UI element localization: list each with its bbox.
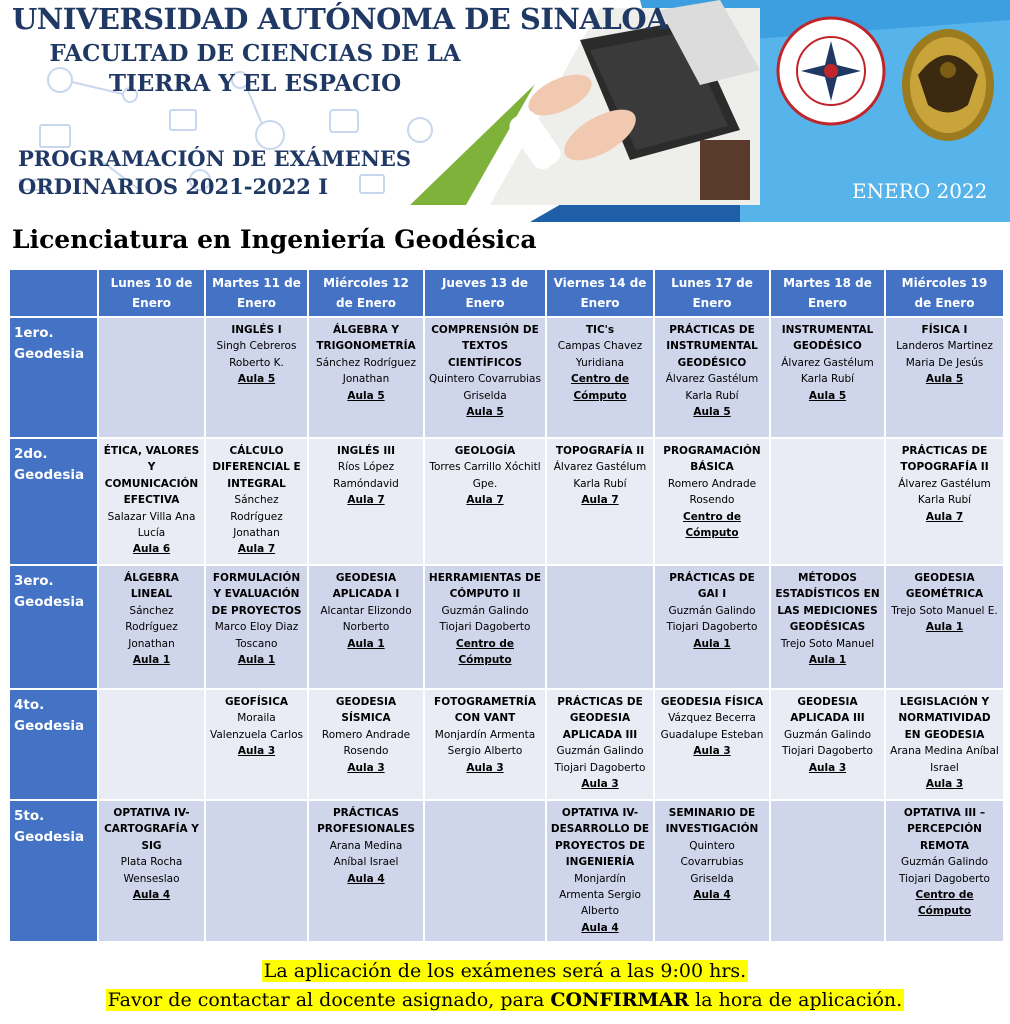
day-header-line2: Enero — [236, 296, 277, 310]
exam-cell — [885, 317, 1004, 438]
semester-number: 3ero. — [14, 573, 54, 589]
exam-subject: GEODESIA GEOMÉTRICA — [905, 572, 984, 601]
exam-subject: PROGRAMACIÓN BÁSICA — [663, 445, 761, 474]
day-header-line1: Miércoles 12 — [323, 276, 409, 290]
exam-subject: FOTOGRAMETRÍA CON VANT — [434, 696, 536, 725]
exam-cell — [546, 438, 654, 565]
exam-teacher: Arana Medina Aníbal Israel — [890, 745, 999, 774]
exam-room: Centro de Cómputo — [570, 373, 629, 402]
exam-room: Aula 1 — [132, 654, 171, 667]
semester-number: 5to. — [14, 808, 45, 824]
exam-subject: FÍSICA I — [921, 324, 968, 336]
day-header-line2: de Enero — [914, 296, 975, 310]
table-corner — [9, 269, 98, 317]
exam-cell — [98, 438, 205, 565]
exam-subject: INGLÉS I — [231, 324, 282, 336]
exam-room: Aula 1 — [808, 654, 847, 667]
exam-cell — [308, 565, 424, 689]
exam-teacher: Álvarez Gastélum Karla Rubí — [553, 461, 647, 490]
exam-subject: LEGISLACIÓN Y NORMATIVIDAD EN GEODESIA — [898, 696, 991, 741]
exam-room: Aula 4 — [347, 872, 385, 885]
semester-program: Geodesia — [14, 829, 85, 845]
exam-subject: TIC's — [585, 324, 615, 336]
exam-room: Aula 4 — [693, 889, 731, 902]
exam-cell — [424, 800, 546, 942]
semester-program: Geodesia — [14, 718, 85, 734]
exam-cell — [308, 800, 424, 942]
exam-teacher: Monjardín Armenta Sergio Alberto — [434, 728, 536, 758]
exam-room: Aula 5 — [808, 389, 847, 402]
exam-cell — [205, 800, 308, 942]
footer-line1: La aplicación de los exámenes será a las 9:00 hrs. — [263, 960, 747, 982]
day-header-line1: Lunes 17 de — [671, 276, 753, 290]
exam-teacher: Monjardín Armenta Sergio Alberto — [559, 872, 641, 918]
exam-subject: INSTRUMENTAL GEODÉSICO — [781, 324, 874, 353]
exam-room: Centro de Cómputo — [455, 637, 514, 667]
table-header-row — [9, 269, 1004, 317]
exam-subject: COMPRENSIÓN DE TEXTOS CIENTÍFICOS — [431, 324, 539, 369]
exam-teacher: Salazar Villa Ana Lucía — [107, 510, 196, 540]
exam-cell — [424, 317, 546, 438]
exam-teacher: Trejo Soto Manuel E. — [891, 604, 998, 617]
exam-cell — [98, 317, 205, 438]
day-header-line1: Lunes 10 de — [110, 276, 193, 290]
footer-confirm-word: CONFIRMAR — [550, 989, 690, 1011]
exam-teacher: Torres Carrillo Xóchitl Gpe. — [429, 461, 541, 490]
exam-subject: GEODESIA APLICADA III — [790, 696, 865, 725]
exam-teacher: Álvarez Gastélum Karla Rubí — [665, 373, 759, 402]
exam-room: Aula 1 — [925, 621, 964, 634]
semester-label — [9, 565, 98, 689]
exam-subject: OPTATIVA IV- DESARROLLO DE PROYECTOS DE INGENIERÍA — [550, 807, 650, 869]
table-row — [9, 438, 1004, 565]
exam-cell — [205, 438, 308, 565]
exam-room: Aula 3 — [808, 761, 847, 774]
exam-teacher: Landeros Martinez Maria De Jesús — [896, 340, 993, 369]
university-title: UNIVERSIDAD AUTÓNOMA DE SINALOA — [12, 2, 669, 36]
exam-cell — [308, 438, 424, 565]
day-header — [546, 269, 654, 317]
exam-teacher: Guzmán Galindo Tiojari Dagoberto — [782, 728, 873, 758]
table-row — [9, 317, 1004, 438]
exam-room: Aula 5 — [466, 406, 504, 419]
exam-room: Aula 7 — [237, 543, 276, 556]
day-header — [885, 269, 1004, 317]
exam-teacher: Campas Chavez Yuridiana — [557, 340, 643, 369]
exam-subject: MÉTODOS ESTADÍSTICOS EN LAS MEDICIONES GEODÉSICAS — [775, 572, 880, 634]
exam-room: Aula 3 — [466, 761, 504, 774]
exam-teacher: Quintero Covarrubias Griselda — [429, 373, 541, 402]
exam-teacher: Romero Andrade Rosendo — [321, 728, 411, 758]
exam-teacher: Trejo Soto Manuel — [780, 637, 875, 650]
exam-cell — [885, 565, 1004, 689]
exam-room: Aula 3 — [925, 778, 964, 791]
degree-program-title: Licenciatura en Ingeniería Geodésica — [12, 225, 537, 254]
semester-number: 2do. — [14, 446, 48, 462]
exam-subject: PRÁCTICAS DE INSTRUMENTAL GEODÉSICO — [666, 324, 758, 369]
table-body — [9, 317, 1004, 942]
exam-program-line1: PROGRAMACIÓN DE EXÁMENES — [18, 146, 412, 171]
exam-subject: GEODESIA APLICADA I — [332, 572, 400, 601]
exam-cell — [654, 565, 770, 689]
exam-cell — [546, 689, 654, 800]
exam-teacher: Quintero Covarrubias Griselda — [680, 839, 744, 885]
exam-cell — [205, 317, 308, 438]
exam-subject: GEODESIA FÍSICA — [660, 696, 764, 708]
day-header-line1: Martes 11 de — [212, 276, 301, 290]
exam-teacher: Sánchez Rodríguez Jonathan — [316, 356, 416, 386]
exam-cell — [654, 689, 770, 800]
exam-teacher: Ríos López Ramóndavid — [333, 461, 399, 490]
exam-cell — [654, 317, 770, 438]
exam-subject: PRÁCTICAS DE GAI I — [669, 572, 755, 601]
exam-cell — [770, 317, 885, 438]
day-header — [98, 269, 205, 317]
exam-teacher: Romero Andrade Rosendo — [667, 477, 757, 507]
day-header-line2: Enero — [807, 296, 848, 310]
day-header — [654, 269, 770, 317]
footer-line2-text: Favor de contactar al docente asignado, para — [107, 989, 551, 1011]
exam-cell — [770, 438, 885, 565]
day-header-line2: Enero — [465, 296, 505, 310]
exam-room: Centro de Cómputo — [915, 889, 974, 918]
day-header-line1: Viernes 14 de — [553, 276, 647, 290]
exam-cell — [654, 438, 770, 565]
semester-label — [9, 317, 98, 438]
day-header-line2: Enero — [692, 296, 732, 310]
day-header — [205, 269, 308, 317]
exam-room: Aula 5 — [925, 373, 964, 386]
exam-teacher: Plata Rocha Wenseslao — [120, 856, 183, 885]
exam-subject: TOPOGRAFÍA II — [555, 445, 645, 457]
semester-program: Geodesia — [14, 467, 85, 483]
exam-cell — [98, 565, 205, 689]
exam-room: Aula 5 — [693, 406, 731, 419]
exam-room: Aula 1 — [347, 637, 385, 650]
exam-room: Aula 7 — [925, 510, 964, 523]
exam-room: Aula 5 — [347, 389, 385, 402]
exam-room: Aula 6 — [132, 543, 171, 556]
semester-label — [9, 438, 98, 565]
exam-subject: SEMINARIO DE INVESTIGACIÓN — [665, 807, 759, 836]
exam-teacher: Sánchez Rodríguez Jonathan — [125, 604, 178, 650]
exam-subject: PRÁCTICAS PROFESIONALES — [317, 807, 415, 836]
exam-subject: ÁLGEBRA Y TRIGONOMETRÍA — [316, 324, 416, 353]
exam-room: Aula 4 — [132, 889, 171, 902]
semester-number: 1ero. — [14, 325, 54, 341]
exam-cell — [308, 689, 424, 800]
exam-cell — [885, 438, 1004, 565]
day-header-line1: Martes 18 de — [783, 276, 872, 290]
exam-cell — [98, 800, 205, 942]
exam-teacher: Vázquez Becerra Guadalupe Esteban — [660, 712, 764, 741]
exam-schedule-table — [8, 268, 1005, 943]
exam-subject: ÉTICA, VALORES Y COMUNICACIÓN EFECTIVA — [103, 445, 200, 507]
exam-subject: GEOLOGÍA — [454, 445, 516, 457]
day-header-line2: Enero — [580, 296, 620, 310]
exam-room: Aula 1 — [693, 637, 731, 650]
faculty-title-line2: TIERRA Y EL ESPACIO — [108, 70, 402, 97]
exam-teacher: Guzmán Galindo Tiojari Dagoberto — [439, 604, 531, 634]
exam-room: Aula 5 — [237, 373, 276, 386]
exam-cell — [885, 689, 1004, 800]
exam-teacher: Arana Medina Aníbal Israel — [329, 839, 403, 869]
exam-cell — [98, 689, 205, 800]
exam-teacher: Marco Eloy Diaz Toscano — [214, 621, 299, 650]
footer-line2 — [106, 989, 904, 1011]
exam-subject: FORMULACIÓN Y EVALUACIÓN DE PROYECTOS — [211, 572, 302, 617]
exam-cell — [770, 689, 885, 800]
day-header-line2: de Enero — [336, 296, 396, 310]
semester-program: Geodesia — [14, 594, 85, 610]
exam-cell — [308, 317, 424, 438]
exam-subject: INGLÉS III — [336, 445, 396, 457]
table-row — [9, 689, 1004, 800]
exam-room: Centro de Cómputo — [682, 510, 741, 540]
exam-room: Aula 3 — [237, 745, 276, 758]
day-header — [770, 269, 885, 317]
table-row — [9, 565, 1004, 689]
day-header-line1: Miércoles 19 — [901, 276, 988, 290]
semester-label — [9, 689, 98, 800]
exam-teacher: Guzmán Galindo Tiojari Dagoberto — [666, 604, 758, 634]
exam-cell — [770, 565, 885, 689]
semester-label — [9, 800, 98, 942]
day-header-line2: Enero — [131, 296, 172, 310]
exam-room: Aula 1 — [237, 654, 276, 667]
exam-room: Aula 7 — [581, 494, 619, 507]
exam-cell — [885, 800, 1004, 942]
day-header-line1: Jueves 13 de — [441, 276, 529, 290]
day-header — [308, 269, 424, 317]
exam-cell — [205, 565, 308, 689]
exam-subject: PRÁCTICAS DE GEODESIA APLICADA III — [557, 696, 643, 741]
header-banner — [0, 0, 1010, 222]
exam-teacher: Alcantar Elizondo Norberto — [320, 604, 412, 634]
day-header — [424, 269, 546, 317]
exam-cell — [546, 565, 654, 689]
exam-cell — [546, 317, 654, 438]
exam-room: Aula 3 — [347, 761, 385, 774]
exam-subject: PRÁCTICAS DE TOPOGRAFÍA II — [900, 445, 989, 474]
faculty-seal-logo — [775, 15, 887, 127]
footer-notice — [0, 957, 1010, 1015]
semester-number: 4to. — [14, 697, 45, 713]
faculty-title-line1: FACULTAD DE CIENCIAS DE LA — [49, 40, 461, 67]
exam-subject: GEODESIA SÍSMICA — [335, 696, 397, 725]
exam-teacher: Sánchez Rodríguez Jonathan — [230, 494, 283, 540]
exam-subject: CÁLCULO DIFERENCIAL E INTEGRAL — [212, 445, 301, 490]
exam-program-line2: ORDINARIOS 2021-2022 I — [18, 174, 329, 199]
exam-teacher: Álvarez Gastélum Karla Rubí — [898, 477, 991, 507]
exam-room: Aula 4 — [581, 921, 619, 934]
exam-subject: GEOFÍSICA — [224, 696, 289, 708]
exam-cell — [424, 689, 546, 800]
exam-teacher: Guzmán Galindo Tiojari Dagoberto — [554, 745, 646, 774]
exam-room: Aula 3 — [693, 745, 731, 758]
exam-subject: ÁLGEBRA LINEAL — [124, 572, 179, 601]
exam-subject: OPTATIVA III – PERCEPCIÓN REMOTA — [903, 807, 986, 852]
exam-teacher: Guzmán Galindo Tiojari Dagoberto — [899, 856, 990, 885]
month-label: ENERO 2022 — [852, 179, 988, 203]
exam-cell — [424, 565, 546, 689]
exam-cell — [654, 800, 770, 942]
exam-subject: OPTATIVA IV- CARTOGRAFÍA Y SIG — [104, 807, 199, 852]
exam-cell — [424, 438, 546, 565]
semester-program: Geodesia — [14, 346, 85, 362]
exam-room: Aula 7 — [347, 494, 385, 507]
footer-line2-end: la hora de aplicación. — [689, 989, 903, 1011]
exam-teacher: Moraila Valenzuela Carlos — [209, 712, 304, 741]
exam-room: Aula 7 — [466, 494, 504, 507]
exam-cell — [205, 689, 308, 800]
exam-subject: HERRAMIENTAS DE CÓMPUTO II — [428, 572, 542, 601]
exam-teacher: Singh Cebreros Roberto K. — [216, 340, 297, 369]
exam-cell — [770, 800, 885, 942]
university-crest-logo — [898, 25, 998, 145]
exam-teacher: Álvarez Gastélum Karla Rubí — [781, 356, 874, 386]
table-row — [9, 800, 1004, 942]
exam-cell — [546, 800, 654, 942]
exam-room: Aula 3 — [581, 778, 619, 791]
